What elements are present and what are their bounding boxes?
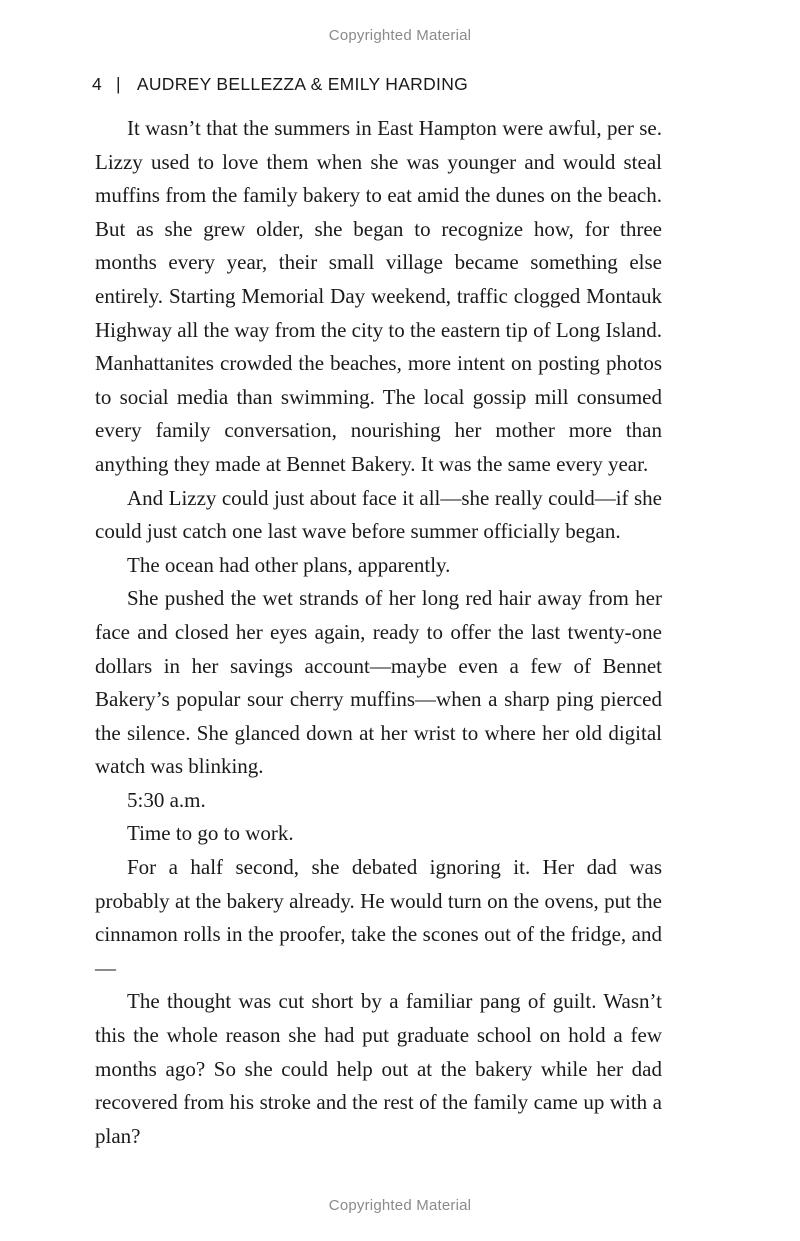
paragraph: And Lizzy could just about face it all—she really could—if she could just catch one last wave before summer officially began.	[95, 485, 662, 544]
paragraph: 5:30 a.m.	[127, 787, 206, 812]
paragraph: For a half second, she debated ignoring it. Her dad was probably at the bakery already. He would turn on the ovens, put the cinnamon rolls in the proofer, take the scones out of the fridge, and—	[95, 855, 662, 980]
paragraph: The ocean had other plans, apparently.	[127, 552, 451, 577]
page-body	[95, 112, 662, 1153]
paragraph: It wasn’t that the summers in East Hampton were awful, per se. Lizzy used to love them when she was younger and would steal muffins from the family bakery to eat amid the dunes on the beach. But as she grew older, she began to recognize how, for three months every year, their small village became something else entirely. Starting Memorial Day weekend, traffic clogged Montauk Highway all the way from the city to the eastern tip of Long Island. Manhattanites crowded the beaches, more intent on posting photos to social media than swimming. The local gossip mill consumed every family conversation, nourishing her mother more than anything they made at Bennet Bakery. It was the same every year.	[95, 116, 662, 476]
running-header	[92, 74, 468, 95]
paragraph: Time to go to work.	[127, 821, 294, 846]
paragraph: She pushed the wet strands of her long red hair away from her face and closed her eyes again, ready to offer the last twenty-one dollars in her savings account—maybe even a few of Bennet Bakery’s popular sour cherry muffins—when a sharp ping pierced the silence. She glanced down at her wrist to where her old digital watch was blinking.	[95, 586, 662, 779]
header-authors: AUDREY BELLEZZA & EMILY HARDING	[136, 74, 469, 94]
copyright-watermark-bottom: Copyrighted Material	[328, 1197, 472, 1214]
copyright-watermark-top: Copyrighted Material	[328, 27, 472, 44]
page-number: 4	[92, 74, 103, 94]
header-separator: |	[116, 74, 121, 94]
paragraph: The thought was cut short by a familiar pang of guilt. Wasn’t this the whole reason she had put graduate school on hold a few months ago? So she could help out at the bakery while her dad recovered from his stroke and the rest of the family came up with a plan?	[95, 989, 662, 1148]
